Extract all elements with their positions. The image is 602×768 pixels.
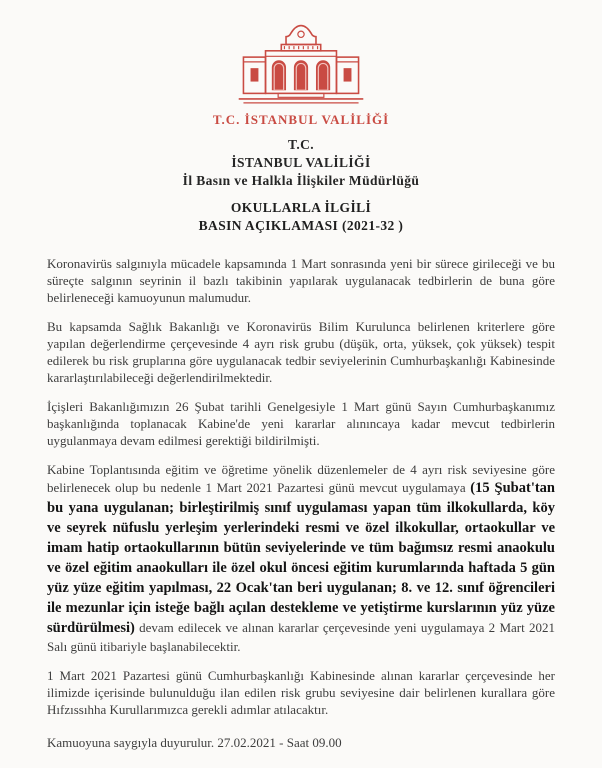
paragraph-4-outro: devam edilecek ve alınan kararlar çerçevesinde yeni uygulamaya 2 Mart 2021 Salı günü itibariyle başlanabilecektir. [47,620,555,654]
paragraph-2: Bu kapsamda Sağlık Bakanlığı ve Koronavirüs Bilim Kurulunca belirlenen kriterlere göre yapılan değerlendirme çerçevesinde 4 ayrı risk grubu (düşük, orta, yüksek, çok yüksek) tespit edilerek bu risk gruplarına göre uygulanacak tedbir seviyelerinin Cumhurbaşkanlığı Kabinesinde kararlaştırılabileceği değerlendirilmektedir. [47,319,555,385]
logo-caption: T.C. İSTANBUL VALİLİĞİ [212,112,390,127]
paragraph-4-intro: Kabine Toplantısında eğitim ve öğretime yönelik düzenlemeler de 4 ayrı risk seviyesine göre belirlenecek olup bu nedenle 1 Mart 2021 Pazartesi günü mevcut uygulamaya [47,462,555,495]
paragraph-4 [47,461,555,655]
paragraph-3: İçişleri Bakanlığımızın 26 Şubat tarihli Genelgesiyle 1 Mart günü Sayın Cumhurbaşkanımız başkanlığında toplanacak Kabine'de yeni kararlar alınıncaya kadar mevcut tedbirlerin uygulanmaya devam edilmesi gerektiği bildirilmişti. [47,399,555,448]
letterhead-department: İl Basın ve Halkla İlişkiler Müdürlüğü [182,173,420,188]
logo [47,24,555,128]
subject-title [47,199,555,235]
closing-line: Kamuoyuna saygıyla duyurulur. 27.02.2021 - Saat 09.00 [47,735,342,750]
paragraph-5: 1 Mart 2021 Pazartesi günü Cumhurbaşkanlığı Kabinesinde alınan kararlar çerçevesinde her ilimizde içerisinde bulunulduğu ilan edilen risk grubu seviyesine dair belirlenen kurallara göre Hıfzıssıhha Kurullarımızca gerekli adımlar atılacaktır. [47,668,555,717]
letterhead-institution: İSTANBUL VALİLİĞİ [231,155,371,170]
paragraph-1: Koronavirüs salgınıyla mücadele kapsamında 1 Mart sonrasında yeni bir sürece girileceği ve bu süreçte salgının seyrinin il bazlı takibinin yapılarak uygulanacak tedbirlerin de buna göre belirleneceği kamuoyunun malumudur. [47,256,555,305]
subject-line-2: BASIN AÇIKLAMASI (2021-32 ) [198,218,404,233]
subject-line-1: OKULLARLA İLGİLİ [230,200,372,215]
document-body [47,255,555,751]
letterhead-republic: T.C. [287,137,315,152]
letterhead [47,136,555,190]
paragraph-4-bold-measures: (15 Şubat'tan bu yana uygulanan; birleştirilmiş sınıf uygulaması yapan tüm ilkokullarda, köy ve seyrek nüfuslu yerleşim yerlerindeki resmi ve özel ilkokullar, ortaokullar ve imam hatip ortaokullarının bütün seviyelerinde ve tüm bağımsız resmi anaokulu ve özel eğitim anaokulları ile özel okul öncesi eğitim kurumlarında haftada 5 gün yüz yüze eğitim yapılması, 22 Ocak'tan beri uygulanan; 8. ve 12. sınıf öğrencileri ile mezunlar için isteğe bağlı açılan destekleme ve yetiştirme kurslarının yüz yüze sürdürülmesi) [47,480,555,636]
government-building-icon [221,24,381,106]
